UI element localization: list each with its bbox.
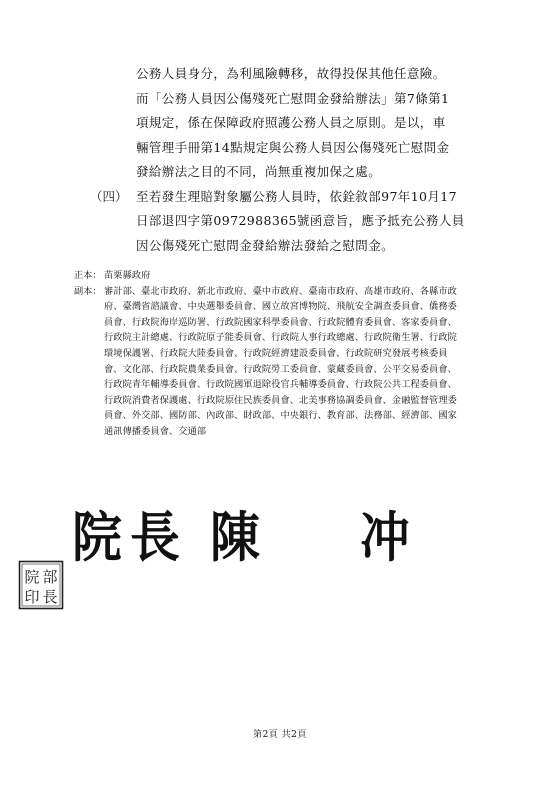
copy-label: 副本：: [74, 285, 102, 297]
copy-line: 員會、外交部、國防部、內政部、財政部、中央銀行、教育部、法務部、經濟部、國家: [104, 410, 457, 422]
copy-line: 行政院青年輔導委員會、行政院國軍退除役官兵輔導委員會、行政院公共工程委員會、: [104, 379, 457, 391]
copy-line: 通訊傳播委員會、交通部: [104, 425, 207, 437]
body-line: 項規定，係在保障政府照護公務人員之原則。是以，車: [136, 115, 446, 130]
page-number: 第2頁 共2頁: [253, 730, 307, 740]
seal-char: 印: [24, 588, 40, 606]
paragraph-continuation: [136, 62, 508, 185]
seal-char: 院: [24, 568, 40, 586]
copy-line: 府、臺灣省諮議會、中央選舉委員會、國立故宮博物院、飛航安全調查委員會、僑務委: [104, 301, 457, 313]
copy-line: 環境保護署、行政院大陸委員會、行政院經濟建設委員會、行政院研究發展考核委員: [104, 347, 448, 359]
signature-name-char: 冲: [360, 505, 410, 569]
signature-title-char: 長: [130, 505, 180, 569]
item-label: （四）: [90, 188, 128, 204]
primary-label: 正本：: [74, 270, 102, 281]
seal-char: 部: [42, 568, 58, 586]
body-line: 公務人員身分，為利風險轉移，故得投保其他任意險。: [136, 66, 446, 81]
body-line: 因公傷殘死亡慰問金發給辦法發給之慰問金。: [136, 237, 395, 253]
copy-line: 審計部、臺北市政府、新北市政府、臺中市政府、臺南市政府、高雄市政府、各縣市政: [104, 285, 457, 297]
distribution-list: [74, 268, 544, 440]
primary-value: 苗栗縣政府: [104, 270, 151, 281]
body-line: 日部退四字第0972988365號函意旨，應予抵充公務人員: [136, 213, 465, 228]
copy-recipients: [74, 284, 544, 440]
signature-block: [70, 505, 490, 577]
body-line: 至若發生理賠對象屬公務人員時，依銓敘部97年10月17: [136, 188, 458, 204]
seal-char: 長: [42, 588, 58, 606]
copy-line: 會、文化部、行政院農業委員會、行政院勞工委員會、蒙藏委員會、公平交易委員會、: [104, 363, 457, 375]
primary-recipient: [74, 268, 544, 284]
signature-title-char: 院: [72, 505, 122, 569]
body-line: 發給辦法之目的不同，尚無重複加保之處。: [136, 164, 382, 179]
signature-name-char: 陳: [210, 505, 260, 569]
list-item-4: [90, 185, 508, 259]
official-seal-icon: [18, 560, 64, 610]
body-line: 輛管理手冊第14點規定與公務人員因公傷殘死亡慰問金: [136, 139, 450, 155]
copy-line: 員會、行政院海岸巡防署、行政院國家科學委員會、行政院體育委員會、客家委員會、: [104, 316, 457, 328]
copy-line: 行政院消費者保護處、行政院原住民族委員會、北美事務協調委員會、金融監督管理委: [104, 394, 457, 406]
body-text: [90, 62, 508, 258]
body-line: 而「公務人員因公傷殘死亡慰問金發給辦法」第7條第1: [136, 90, 450, 106]
copy-line: 行政院主計總處、行政院原子能委員會、行政院人事行政總處、行政院衛生署、行政院: [104, 332, 457, 344]
